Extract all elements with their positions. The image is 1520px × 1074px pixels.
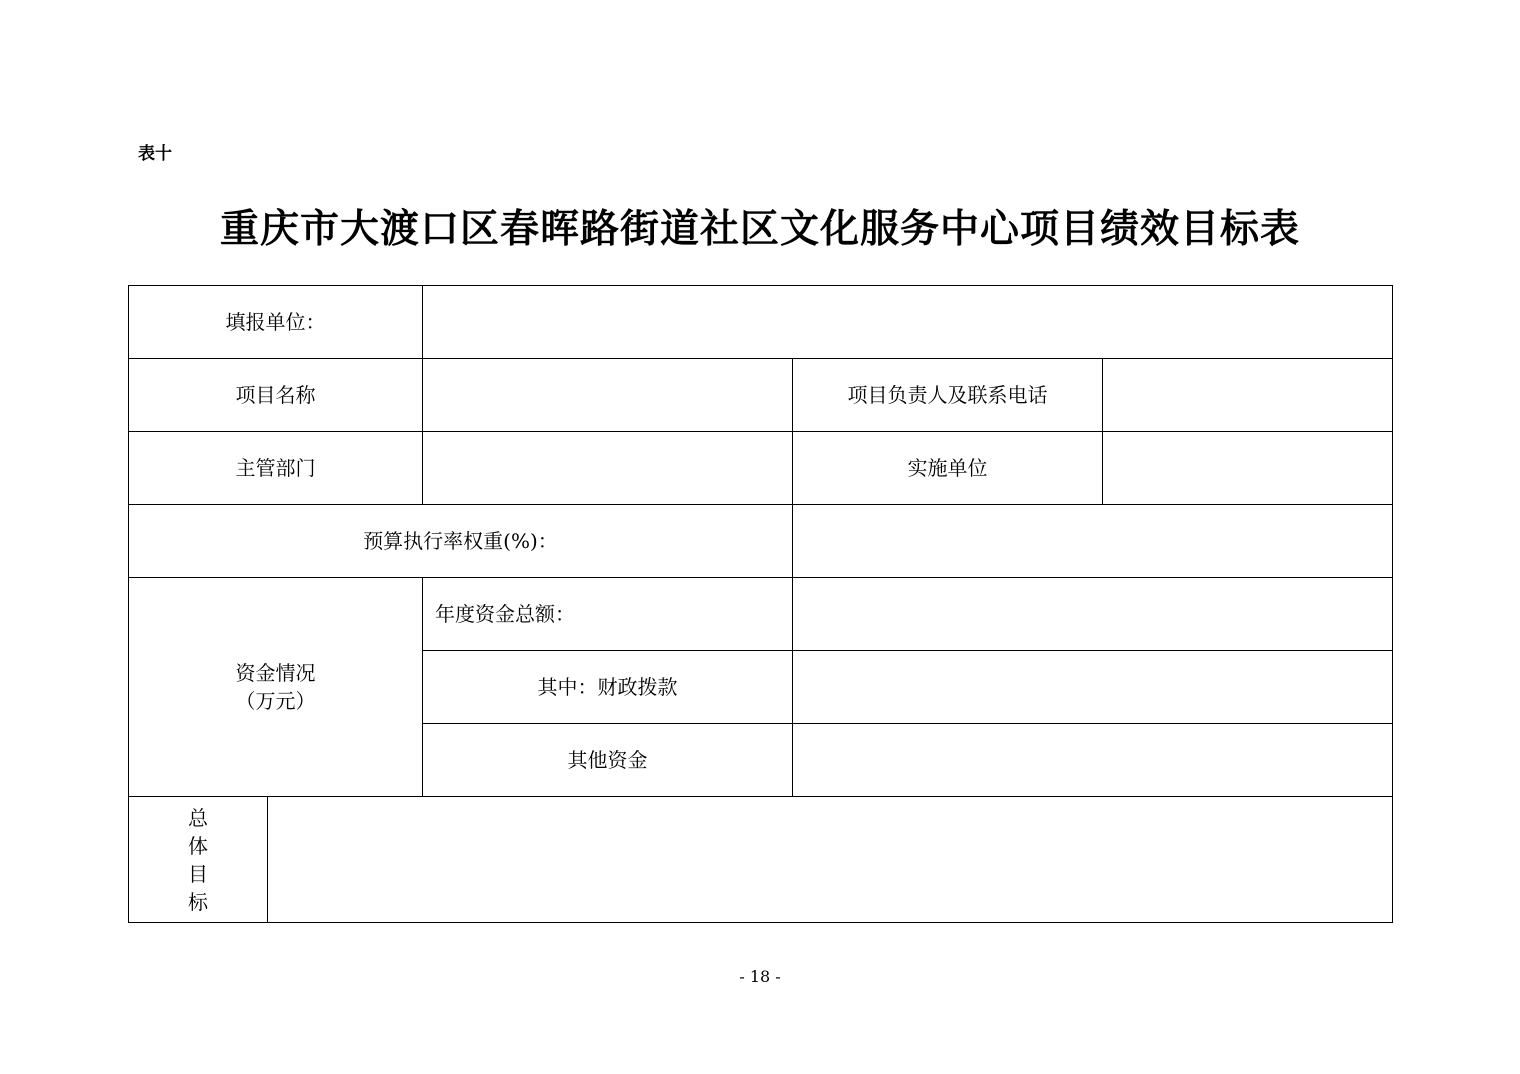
overall-goal-char: 目: [188, 861, 208, 886]
project-name-field[interactable]: [423, 359, 792, 431]
other-funds-label: 其他资金: [567, 748, 648, 772]
annual-total-field[interactable]: [793, 578, 1392, 650]
reporting-unit-label: 填报单位：: [225, 310, 326, 334]
table-number: 表十: [138, 144, 172, 164]
budget-weight-label: 预算执行率权重(%)：: [363, 529, 558, 553]
funds-label-line2: （万元）: [235, 689, 316, 713]
document-title: 重庆市大渡口区春晖路街道社区文化服务中心项目绩效目标表: [219, 206, 1300, 252]
page-number: - 18 -: [739, 967, 781, 986]
overall-goal-label: [129, 797, 267, 922]
project-name-label: 项目名称: [235, 383, 316, 407]
funds-label-line1: 资金情况: [235, 661, 316, 685]
project-leader-label: 项目负责人及联系电话: [847, 383, 1048, 407]
annual-total-label: 年度资金总额：: [435, 602, 575, 626]
fiscal-funds-field[interactable]: [793, 651, 1392, 723]
overall-goal-field[interactable]: [268, 797, 1392, 922]
funds-label: [129, 578, 422, 796]
reporting-unit-field[interactable]: [423, 286, 1392, 358]
overall-goal-char: 标: [188, 889, 208, 914]
dept-label: 主管部门: [235, 456, 316, 480]
fiscal-funds-label: 其中：财政拨款: [537, 675, 678, 699]
budget-weight-field[interactable]: [793, 505, 1392, 577]
impl-unit-field[interactable]: [1103, 432, 1392, 504]
overall-goal-char: 体: [188, 833, 208, 858]
other-funds-field[interactable]: [793, 724, 1392, 796]
overall-goal-char: 总: [188, 805, 208, 830]
dept-field[interactable]: [423, 432, 792, 504]
project-leader-field[interactable]: [1103, 359, 1392, 431]
impl-unit-label: 实施单位: [907, 456, 988, 480]
performance-goal-form: [128, 285, 1393, 923]
